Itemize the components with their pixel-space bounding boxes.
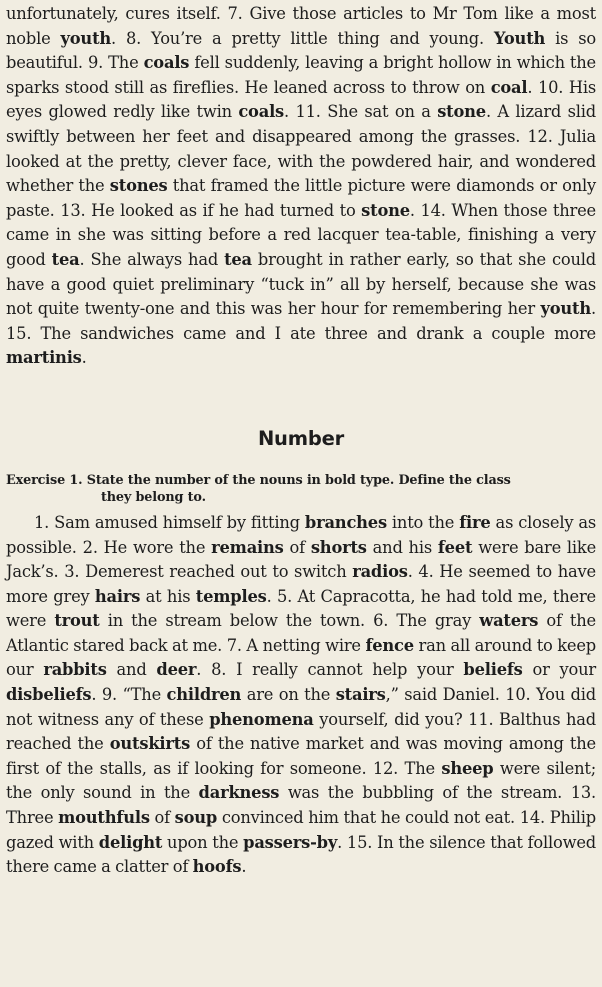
bold-noun: martinis [6,348,82,368]
text-run: ,” said Daniel. 10. You did not witness any of these [6,685,596,729]
bold-noun: deer [156,660,197,680]
bold-noun: Youth [493,28,546,48]
exercise-paragraph [6,511,596,880]
bold-noun: hairs [94,586,141,606]
text-run: at his [140,586,196,606]
bold-noun: stones [109,176,168,196]
text-run: of the Atlantic stared back at me. 7. A netting wire [6,611,596,655]
text-run: . A lizard slid swiftly between her feet and disappeared among the grasses. 12. Julia looked at the pretty, clever face, with the powdered hair, and wondered whether the [6,102,596,196]
text-run: . 14. When those three came in she was sitting before a red lacquer tea-table, finishing a very good [6,200,596,269]
bold-noun: feet [437,537,473,557]
text-run: . [81,348,87,368]
bold-noun: mouthfuls [58,808,150,828]
bold-noun: temples [195,586,267,606]
bold-noun: darkness [198,783,280,803]
bold-noun: rabbits [43,660,107,680]
bold-noun: disbeliefs [6,685,92,705]
text-run: were bare like Jack’s. 3. Demerest reached out to switch [6,537,596,582]
bold-noun: beliefs [463,660,523,680]
bold-noun: phenomena [209,709,314,729]
text-run: of [283,537,311,557]
bold-noun: hoofs [192,857,242,877]
bold-noun: remains [211,537,284,557]
exercise-instruction-line1: Exercise 1. State the number of the nouns in bold type. Define the class [6,472,511,488]
exercise-instruction [6,472,596,507]
bold-noun: soup [174,808,218,828]
bold-noun: delight [98,832,163,852]
text-run: or your [522,660,596,680]
bold-noun: fence [365,635,414,655]
section-heading: Number [257,426,345,450]
bold-noun: stone [437,102,486,122]
bold-noun: stairs [335,685,386,705]
text-run: in the stream below the town. 6. The gray [99,611,480,631]
top-paragraph [6,2,596,371]
bold-noun: fire [459,512,491,532]
text-run: was the bubbling of the stream. 13. Three [6,783,596,828]
bold-noun: youth [540,299,592,319]
bold-noun: branches [304,512,387,532]
text-run: ran all around to keep our [6,635,596,680]
bold-noun: stone [361,200,410,220]
bold-noun: tea [224,249,252,269]
bold-noun: coals [143,53,190,73]
exercise-instruction-line2: they belong to. [101,490,206,506]
text-run: . She always had [79,249,225,269]
text-run: as closely as possible. 2. He wore the [6,512,597,557]
text-run: . [241,857,247,877]
text-run: brought in rather early, so that she could have a good quiet preliminary “tuck in” all by herself, because she was not quite twenty-one and this was her hour for remembering her [6,249,596,319]
text-run: . 8. I really cannot help your [196,660,464,680]
text-run: are on the [241,685,336,705]
text-run: is so beautiful. 9. The [6,28,596,73]
text-run: 1. Sam amused himself by fitting [34,512,305,532]
bold-noun: coals [238,102,285,122]
text-run: convinced him that he could not eat. 14. Philip gazed with [6,808,596,852]
text-run: . 8. You’re a pretty little thing and young. [111,28,494,48]
bold-noun: outskirts [109,734,191,754]
text-run: of [149,808,175,828]
text-run: unfortunately, cures itself. 7. Give those articles to Mr Tom like a most noble [6,4,596,48]
text-run: and [106,660,157,680]
bold-noun: trout [54,611,100,631]
bold-noun: passers-by [243,832,338,852]
bold-noun: radios [352,562,408,582]
bold-noun: youth [60,28,112,48]
text-run: . 11. She sat on a [284,102,438,122]
text-run: into the [386,512,460,532]
text-run: that framed the little picture were diamonds or only paste. 13. He looked as if he had turned to [6,176,597,220]
text-run: of the native market and was moving among the first of the stalls, as if looking for someone. 12. The [6,734,596,778]
text-run: . 15. In the silence that followed there came a clatter of [6,832,596,877]
text-run: . 15. The sandwiches came and I ate three and drank a couple more [6,299,596,343]
text-run: were silent; the only sound in the [6,758,596,803]
text-run: . 4. He seemed to have more grey [6,562,596,606]
bold-noun: coal [490,77,528,97]
text-run: yourself, did you? 11. Balthus had reached the [6,709,596,754]
text-run: upon the [162,832,244,852]
text-run: . 10. His eyes glowed redly like twin [6,77,596,122]
text-run: . 9. “The [91,685,167,705]
bold-noun: waters [479,611,539,631]
bold-noun: tea [51,249,80,269]
bold-noun: sheep [441,758,494,778]
bold-noun: children [166,685,242,705]
bold-noun: shorts [310,537,367,557]
text-run: . 5. At Capracotta, he had told me, there were [6,586,596,631]
text-run: and his [366,537,438,557]
text-run: fell suddenly, leaving a bright hollow in which the sparks stood still as fireflies. He leaned across to throw on [6,53,596,97]
